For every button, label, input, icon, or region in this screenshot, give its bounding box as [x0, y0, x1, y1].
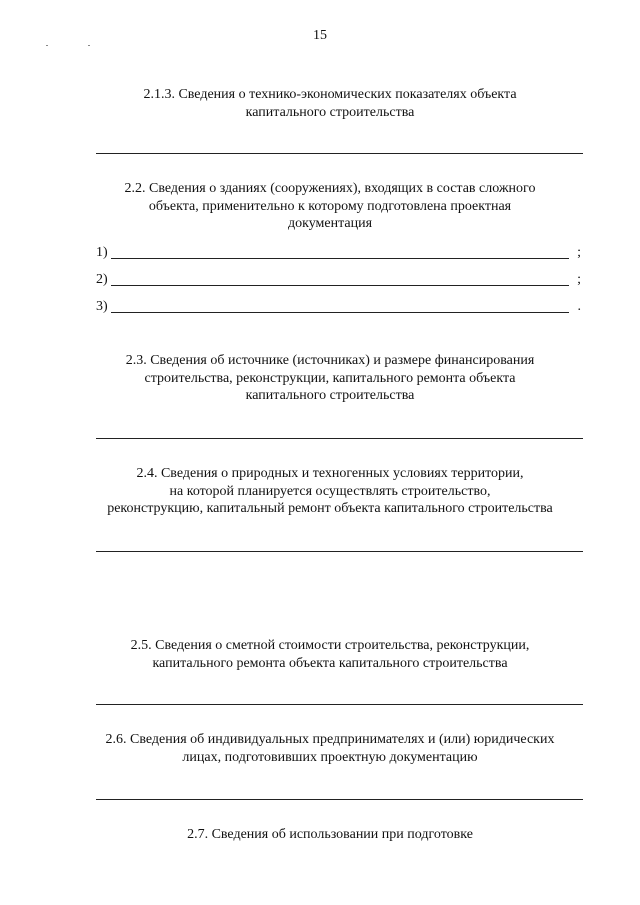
list-item	[96, 271, 586, 288]
section-heading-2-1-3	[60, 86, 600, 121]
heading-line: 2.1.3. Сведения о технико-экономических показателях объекта	[143, 87, 517, 102]
heading-line: 2.4. Сведения о природных и техногенных условиях территории,	[136, 466, 524, 481]
heading-line: капитального ремонта объекта капитального строительства	[152, 655, 508, 671]
list-item	[96, 298, 586, 315]
page-number: 15	[313, 28, 327, 43]
heading-line: 2.3. Сведения об источнике (источниках) и размере финансирования	[125, 353, 535, 368]
list-item-end: ;	[577, 245, 581, 260]
list-item-number: 1)	[96, 245, 108, 260]
heading-line: 2.7. Сведения об использовании при подготовке	[187, 827, 473, 842]
section-heading-2-5	[60, 637, 600, 672]
fill-in-line	[111, 258, 569, 259]
blank-line	[96, 551, 583, 552]
heading-line: 2.5. Сведения о сметной стоимости строительства, реконструкции,	[130, 638, 530, 653]
fill-in-line	[111, 285, 569, 286]
section-heading-2-4	[60, 465, 600, 518]
heading-line: объекта, применительно к которому подготовлена проектная	[148, 198, 512, 214]
heading-line: капитального строительства	[245, 388, 415, 403]
section-heading-2-2	[60, 180, 600, 233]
section-heading-2-7	[60, 826, 600, 844]
blank-line	[96, 704, 583, 705]
list-item	[96, 244, 586, 261]
blank-line	[96, 153, 583, 154]
list-item-number: 3)	[96, 299, 108, 314]
list-item-end: ;	[577, 272, 581, 287]
heading-line: на которой планируется осуществлять строительство,	[169, 483, 491, 499]
section-heading-2-3	[60, 352, 600, 405]
list-item-end: .	[577, 299, 581, 314]
heading-line: документация	[287, 216, 373, 231]
section-heading-2-6	[60, 731, 600, 766]
heading-line: реконструкцию, капитальный ремонт объекта капитального строительства	[107, 501, 553, 516]
heading-line: строительства, реконструкции, капитального ремонта объекта	[144, 370, 516, 386]
heading-line: 2.2. Сведения о зданиях (сооружениях), входящих в состав сложного	[124, 181, 536, 196]
list-item-number: 2)	[96, 272, 108, 287]
scan-speck	[88, 45, 90, 46]
blank-line	[96, 799, 583, 800]
heading-line: 2.6. Сведения об индивидуальных предпринимателях и (или) юридических	[105, 732, 555, 747]
fill-in-line	[111, 312, 569, 313]
blank-line	[96, 438, 583, 439]
heading-line: лицах, подготовивших проектную документацию	[182, 749, 478, 765]
heading-line: капитального строительства	[245, 104, 415, 120]
scan-speck	[46, 45, 48, 46]
